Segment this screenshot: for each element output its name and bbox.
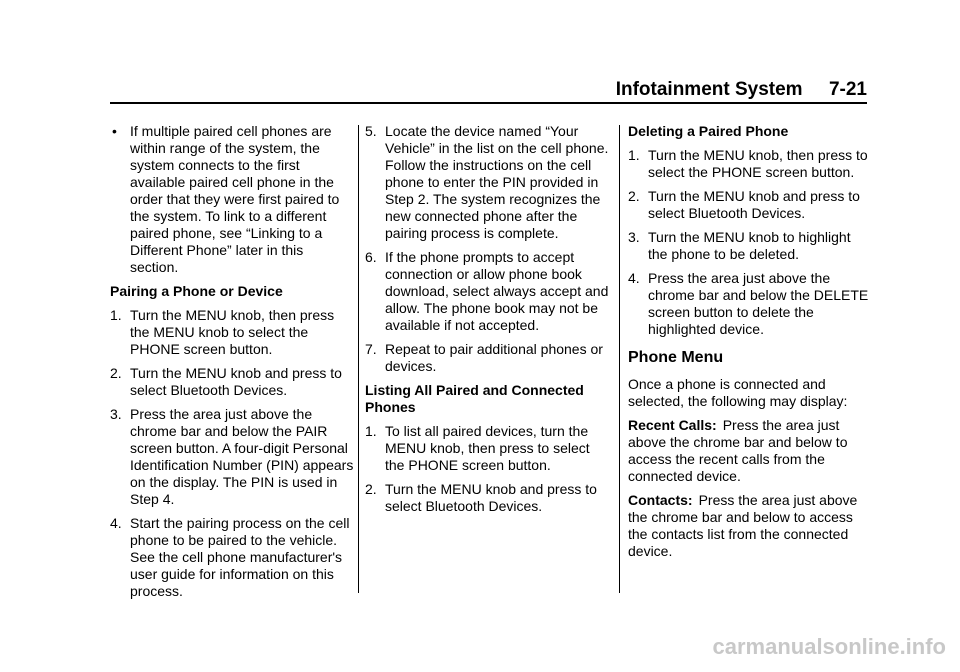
bullet-item bbox=[110, 123, 354, 276]
column-right bbox=[628, 123, 872, 567]
delete-step bbox=[628, 229, 872, 263]
step-number: 2. bbox=[110, 365, 122, 381]
column-divider-right bbox=[619, 125, 620, 593]
step-text: Turn the MENU knob to highlight the phone to be deleted. bbox=[648, 229, 851, 262]
step-text: Press the area just above the chrome bar and below the PAIR screen button. A four-digit Personal Identification Number (PIN) appears on the display. The PIN is used in Step 4. bbox=[130, 406, 354, 507]
step-text: Turn the MENU knob and press to select Bluetooth Devices. bbox=[130, 365, 342, 398]
step-text: Repeat to pair additional phones or devices. bbox=[385, 341, 603, 374]
bullet-symbol: • bbox=[112, 123, 117, 139]
contacts-label: Contacts: bbox=[628, 492, 693, 508]
step-text: Turn the MENU knob and press to select Bluetooth Devices. bbox=[648, 188, 860, 221]
page-header bbox=[110, 80, 867, 104]
pairing-step bbox=[365, 123, 609, 242]
step-number: 3. bbox=[110, 406, 122, 422]
column-divider-left bbox=[358, 125, 359, 593]
step-number: 2. bbox=[365, 481, 377, 497]
pairing-step bbox=[110, 365, 354, 399]
pairing-step bbox=[110, 515, 354, 600]
step-number: 1. bbox=[110, 307, 122, 323]
step-text: Turn the MENU knob, then press to select the PHONE screen button. bbox=[648, 147, 868, 180]
delete-step bbox=[628, 147, 872, 181]
delete-heading: Deleting a Paired Phone bbox=[628, 123, 789, 139]
delete-step bbox=[628, 270, 872, 338]
step-number: 1. bbox=[365, 423, 377, 439]
page-title: Infotainment System 7-21 bbox=[615, 79, 867, 100]
step-text: Start the pairing process on the cell phone to be paired to the vehicle. See the cell phone manufacturer's user guide for information on this process. bbox=[130, 515, 350, 599]
phone-menu-title: Phone Menu bbox=[628, 349, 724, 366]
step-text: If the phone prompts to accept connection or allow phone book download, select always accept and allow. The phone book may not be available if not accepted. bbox=[385, 249, 609, 333]
pairing-heading: Pairing a Phone or Device bbox=[110, 283, 283, 299]
phone-menu-intro: Once a phone is connected and selected, the following may display: bbox=[628, 376, 848, 409]
recent-calls-label: Recent Calls: bbox=[628, 417, 717, 433]
step-number: 2. bbox=[628, 188, 640, 204]
step-text: Press the area just above the chrome bar and below the DELETE screen button to delete the highlighted device. bbox=[648, 270, 869, 337]
watermark: carmanualsonline.info bbox=[712, 634, 946, 659]
listing-step bbox=[365, 481, 609, 515]
step-text: Turn the MENU knob and press to select Bluetooth Devices. bbox=[385, 481, 597, 514]
step-number: 1. bbox=[628, 147, 640, 163]
step-number: 6. bbox=[365, 249, 377, 265]
column-middle bbox=[365, 123, 609, 522]
recent-calls-text: Press the area just above the chrome bar and below to access the recent calls from the connected device. bbox=[628, 417, 848, 484]
step-text: Turn the MENU knob, then press the MENU knob to select the PHONE screen button. bbox=[130, 307, 335, 357]
column-left bbox=[110, 123, 354, 607]
delete-step bbox=[628, 188, 872, 222]
contacts-text: Press the area just above the chrome bar and below to access the contacts list from the connected device. bbox=[628, 492, 858, 559]
step-text: Locate the device named “Your Vehicle” in the list on the cell phone. Follow the instructions on the cell phone to enter the PIN provided in Step 2. The system recognizes the new connected phone after the pairing process is complete. bbox=[385, 123, 609, 241]
contacts-paragraph bbox=[628, 492, 872, 560]
recent-calls-paragraph bbox=[628, 417, 872, 485]
step-text: To list all paired devices, turn the MENU knob, then press to select the PHONE screen button. bbox=[385, 423, 590, 473]
listing-step bbox=[365, 423, 609, 474]
step-number: 3. bbox=[628, 229, 640, 245]
pairing-step bbox=[365, 249, 609, 334]
pairing-step bbox=[110, 307, 354, 358]
bullet-text: If multiple paired cell phones are within range of the system, the system connects to the first available paired cell phone in the order that they were first paired to the system. To link to a different paired phone, see “Linking to a Different Phone” later in this section. bbox=[130, 123, 340, 275]
pairing-step bbox=[110, 406, 354, 508]
listing-heading: Listing All Paired and Connected Phones bbox=[365, 382, 584, 415]
pairing-step bbox=[365, 341, 609, 375]
step-number: 7. bbox=[365, 341, 377, 357]
step-number: 4. bbox=[110, 515, 122, 531]
step-number: 5. bbox=[365, 123, 377, 139]
step-number: 4. bbox=[628, 270, 640, 286]
